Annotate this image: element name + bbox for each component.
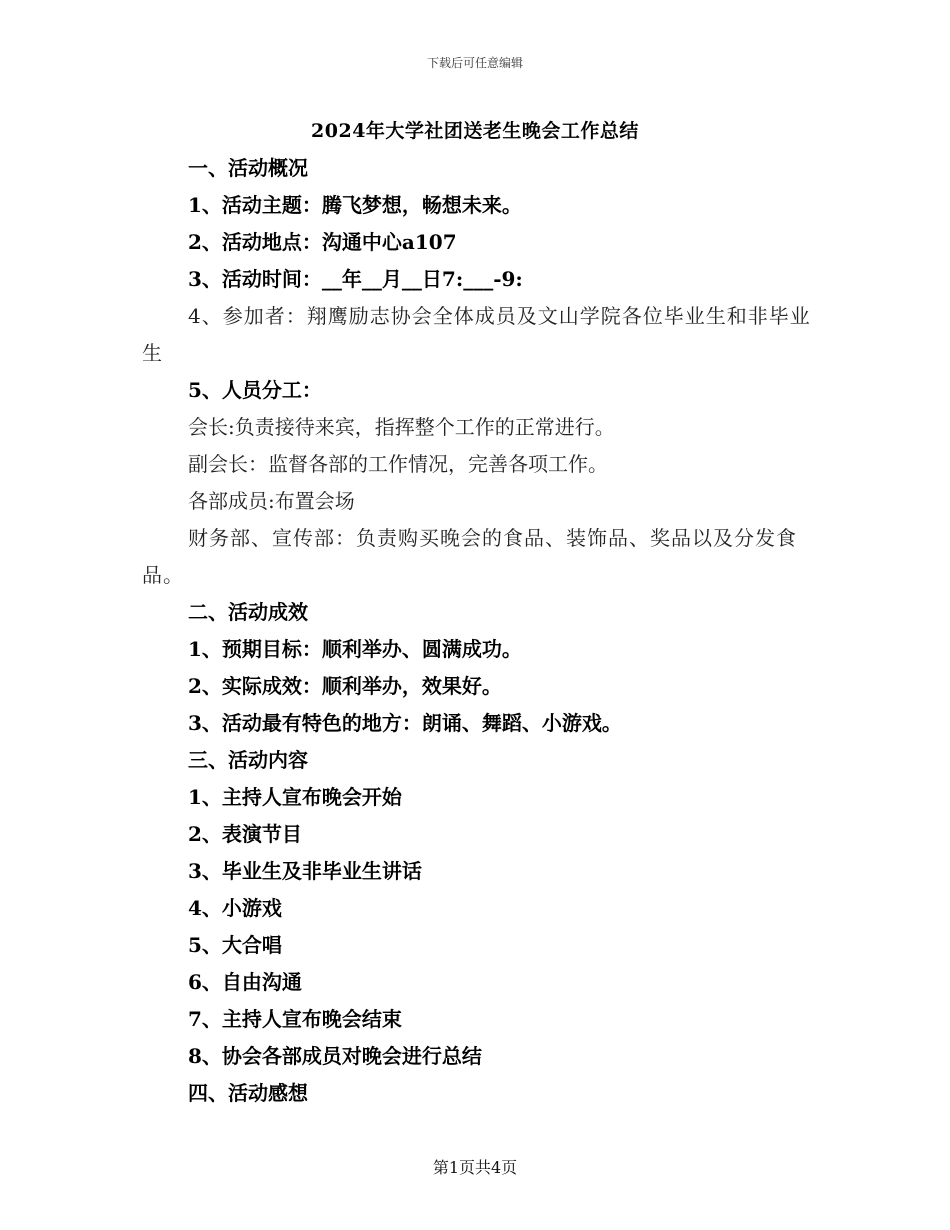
content-item: 6、自由沟通	[188, 970, 302, 994]
content-item: 7、主持人宣布晚会结束	[188, 1007, 402, 1031]
result-item: 3、活动最有特色的地方：朗诵、舞蹈、小游戏。	[188, 711, 622, 735]
section-heading: 四、活动感想	[188, 1081, 308, 1105]
content-item: 3、毕业生及非毕业生讲话	[188, 859, 422, 883]
header-note: 下载后可任意编辑	[426, 56, 523, 70]
role-item: 各部成员:布置会场	[188, 489, 355, 513]
overview-item: 1、活动主题：腾飞梦想，畅想未来。	[188, 193, 522, 217]
page-number: 第1页共4页	[432, 1158, 518, 1177]
overview-item: 5、人员分工：	[188, 378, 322, 402]
role-item: 财务部、宣传部：负责购买晚会的食品、装饰品、奖品以及分发食品。	[142, 526, 797, 587]
role-item: 副会长：监督各部的工作情况，完善各项工作。	[188, 452, 608, 476]
content-item: 4、小游戏	[188, 896, 282, 920]
result-item: 2、实际成效：顺利举办，效果好。	[188, 674, 502, 698]
content-item: 8、协会各部成员对晚会进行总结	[188, 1044, 482, 1068]
document-title: 2024年大学社团送老生晚会工作总结	[311, 120, 639, 142]
role-item: 会长:负责接待来宾，指挥整个工作的正常进行。	[188, 415, 615, 439]
section-heading: 二、活动成效	[188, 600, 308, 624]
overview-item: 2、活动地点：沟通中心a107	[188, 230, 457, 254]
document-body	[142, 150, 812, 1112]
result-item: 1、预期目标：顺利举办、圆满成功。	[188, 637, 522, 661]
content-item: 1、主持人宣布晚会开始	[188, 785, 402, 809]
section-heading: 三、活动内容	[188, 748, 308, 772]
overview-item: 3、活动时间：__年__月__日7:___-9:	[188, 267, 523, 291]
overview-item: 4、参加者：翔鹰励志协会全体成员及文山学院各位毕业生和非毕业生	[142, 304, 811, 365]
content-item: 2、表演节目	[188, 822, 302, 846]
content-item: 5、大合唱	[188, 933, 282, 957]
section-heading: 一、活动概况	[188, 156, 308, 180]
